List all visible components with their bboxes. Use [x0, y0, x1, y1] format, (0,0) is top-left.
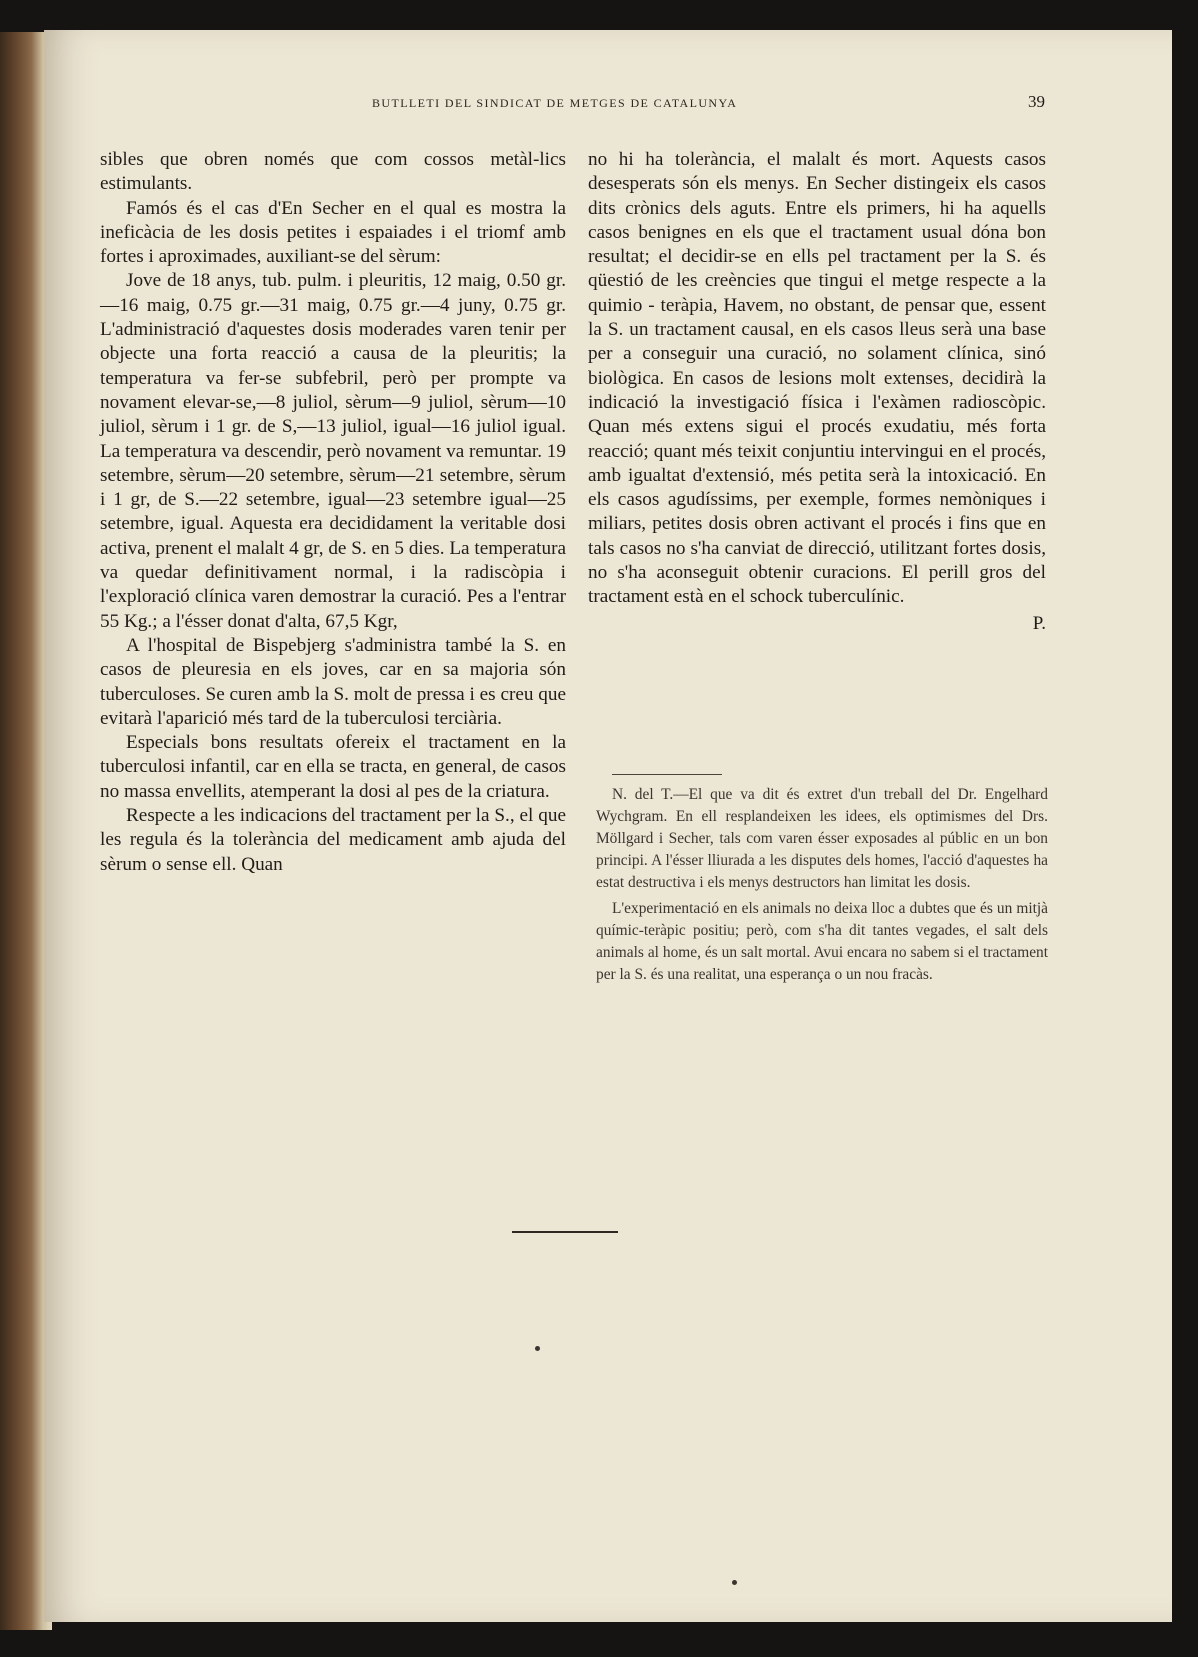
- note-paragraph: L'experimentació en els animals no deixa lloc a dubtes que és un mitjà químic-teràpic positiu; però, com s'ha dit tantes vegades, el salt dels animals al home, és un salt mortal. Avui encara no sabem si el tractament per la S. és una realitat, una esperança o un nou fracàs.: [596, 900, 1048, 983]
- paper-speck: [535, 1346, 540, 1351]
- running-header: BUTLLETI DEL SINDICAT DE METGES DE CATALUNYA: [372, 96, 738, 110]
- paragraph: Famós és el cas d'En Secher en el qual es mostra la ineficàcia de les dosis petites i espaiades i el triomf amb fortes i aproximades, auxiliant-se del sèrum:: [100, 197, 566, 268]
- translator-notes: [596, 784, 1048, 990]
- page-number: 39: [1028, 92, 1045, 111]
- footnote-rule: [612, 774, 722, 775]
- left-column: [100, 148, 566, 877]
- paragraph: Jove de 18 anys, tub. pulm. i pleuritis, 12 maig, 0.50 gr.—16 maig, 0.75 gr.—31 maig, 0.75 gr.—4 juny, 0.75 gr. L'administració d'aquestes dosis moderades varen tenir per objecte una forta reacció a causa de la pleuritis; la temperatura va fer-se subfebril, però per prompte va novament elevar-se,—8 juliol, sèrum—9 juliol, sèrum—10 juliol, sèrum i 1 gr. de S,—13 juliol, igual—16 juliol igual. La temperatura va descendir, però novament va remuntar. 19 setembre, sèrum—20 setembre, sèrum—21 setembre, sèrum i 1 gr, de S.—22 setembre, igual—23 setembre igual—25 setembre, igual. Aquesta era decididament la veritable dosi activa, prenent el malalt 4 gr, de S. en 5 dies. La temperatura va quedar definitivament normal, i la radiscòpia i l'exploració clínica varen demostrar la curació. Pes a l'entrar 55 Kg.; a l'ésser donat d'alta, 67,5 Kgr,: [100, 270, 566, 632]
- note-paragraph: N. del T.—El que va dit és extret d'un treball del Dr. Engelhard Wychgram. En ell resplandeixen les idees, els optimismes del Drs. Möllgard i Secher, tals com varen ésser exposades al públic en un bon principi. A l'ésser lliurada a les disputes dels homes, l'acció d'aquestes ha estat destructiva i els menys destructors han limitat les dosis.: [596, 786, 1048, 891]
- right-column: [588, 148, 1046, 636]
- scan-top-edge: [0, 0, 1198, 32]
- paragraph: no hi ha tolerància, el malalt és mort. Aquests casos desesperats són els menys. En Secher distingeix els casos dits crònics dels aguts. Entre els primers, hi ha aquells casos benignes en els que el tractament usual dóna bon resultat; el decidir-se en ells pel tractament per la S. és qüestió de les creències que tingui el metge respecte a la quimio - teràpia, Havem, no obstant, de pensar que, essent la S. un tractament causal, en els casos lleus serà una base per a conseguir una curació, no solament clínica, sinó biològica. En casos de lesions molt extenses, decidirà la indicació la investigació física i l'exàmen radioscòpic. Quan més extens sigui el procés exudatiu, més forta reacció; quant més teixit conjuntiu intervingui en el procés, amb igualtat d'extensió, més petita serà la intoxicació. En els casos agudíssims, per exemple, formes nemòniques i miliars, petites dosis obren activant el procés i fins que en tals casos no s'ha canviat de direcció, utilitzant fortes dosis, no s'ha aconseguit obtenir curacions. El perill gros del tractament està en el schock tuberculínic.: [588, 149, 1046, 608]
- section-end-rule: [512, 1231, 618, 1233]
- paragraph: Especials bons resultats ofereix el tractament en la tuberculosi infantil, car en ella se tracta, en general, de casos no massa envellits, atemperant la dosi al pes de la criatura.: [100, 732, 566, 802]
- paper-speck: [732, 1580, 737, 1585]
- paragraph: Respecte a les indicacions del tractament per la S., el que les regula és la tolerància del medicament amb ajuda del sèrum o sense ell. Quan: [100, 805, 566, 875]
- paragraph: A l'hospital de Bispebjerg s'administra també la S. en casos de pleuresia en els joves, car en sa majoria són tuberculoses. Se curen amb la S. molt de pressa i es creu que evitarà l'aparició més tard de la tuberculosi terciària.: [100, 634, 566, 729]
- signature: P.: [1032, 612, 1046, 634]
- paragraph: sibles que obren només que com cossos metàl-lics estimulants.: [100, 149, 566, 195]
